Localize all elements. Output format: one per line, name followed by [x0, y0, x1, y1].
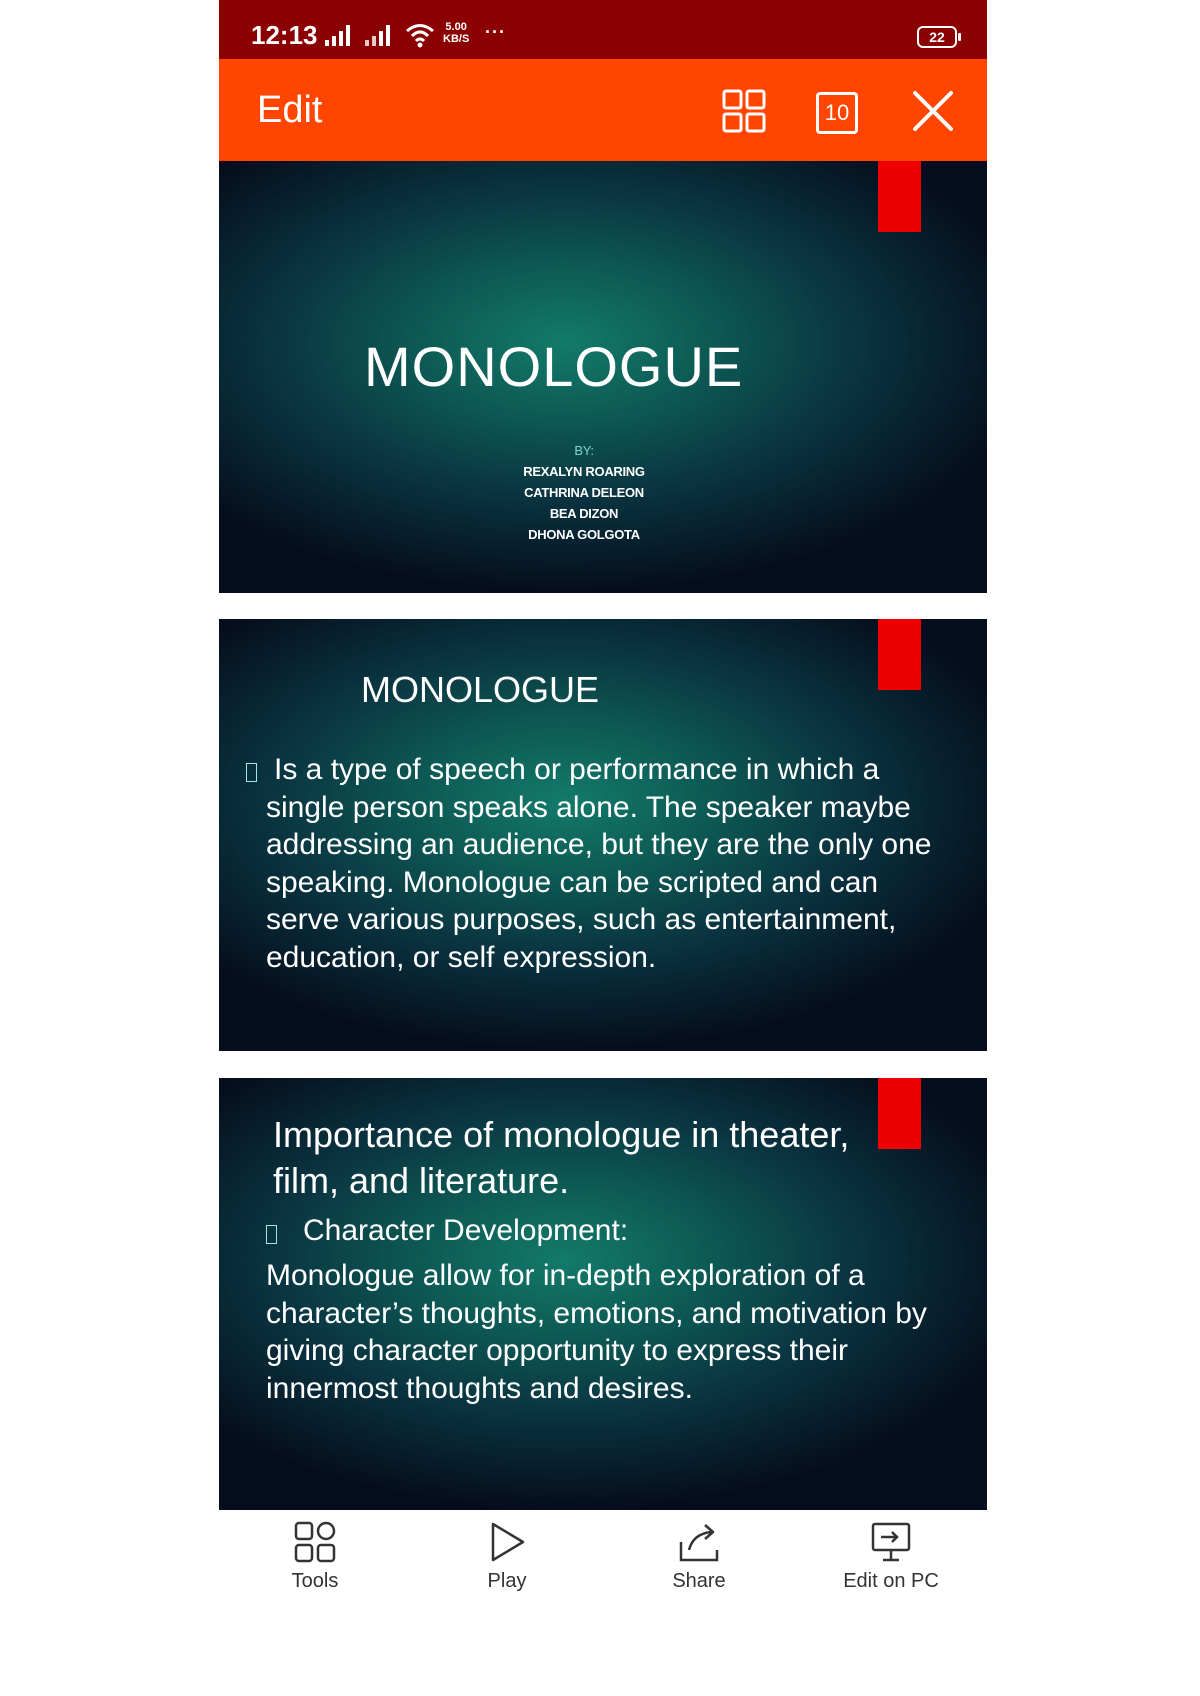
- slide-1-title: MONOLOGUE: [364, 335, 744, 398]
- wifi-icon: [405, 22, 435, 48]
- share-icon: [677, 1520, 721, 1564]
- share-label: Share: [672, 1570, 726, 1592]
- phone-screen: [219, 0, 987, 1696]
- slide-2-body: [266, 751, 956, 976]
- speed-unit: KB/S: [443, 33, 470, 45]
- tools-button[interactable]: [240, 1520, 390, 1593]
- grid-icon[interactable]: [722, 89, 766, 133]
- slide-accent-bar: [878, 619, 921, 690]
- edit-button[interactable]: Edit: [257, 89, 323, 131]
- close-icon[interactable]: [911, 89, 955, 133]
- slide-1-authors: [219, 440, 949, 545]
- status-bar: [219, 0, 987, 59]
- battery-level: 22: [929, 29, 945, 45]
- author-name: REXALYN ROARING: [523, 464, 645, 479]
- by-label: BY:: [574, 443, 594, 458]
- author-name: CATHRINA DELEON: [524, 485, 644, 500]
- speed-value: 5.00: [445, 21, 467, 33]
- bullet-icon: [246, 763, 257, 782]
- share-button[interactable]: [624, 1520, 774, 1593]
- slide-accent-bar: [878, 161, 921, 232]
- slide-count: 10: [824, 100, 850, 125]
- edit-on-pc-label: Edit on PC: [843, 1570, 939, 1592]
- slide-3-thumbnail[interactable]: [219, 1078, 987, 1510]
- battery-icon: [917, 26, 957, 48]
- play-label: Play: [487, 1570, 527, 1592]
- bottom-action-bar: [219, 1510, 987, 1620]
- slide-3-title: Importance of monologue in theater, film, and literature.: [273, 1114, 850, 1201]
- status-time: 12:13: [251, 20, 318, 50]
- signal-no-service-icon: [365, 24, 390, 46]
- edit-on-pc-button[interactable]: [816, 1520, 966, 1593]
- tools-icon: [293, 1520, 337, 1564]
- slide-2-bullet-text: Is a type of speech or performance in which a single person speaks alone. The speaker maybe addressing an audience, but they are the only one speaking. Monologue can be scripted and can serve various purposes, such as entertainment, education, or self expression.: [266, 753, 932, 974]
- monitor-icon: [869, 1520, 913, 1564]
- bullet-icon: [266, 1225, 277, 1244]
- slide-3-subheading: Character Development:: [303, 1214, 629, 1247]
- author-name: BEA DIZON: [549, 506, 619, 521]
- network-speed: [443, 21, 469, 45]
- app-toolbar: [219, 59, 987, 161]
- slide-1-thumbnail[interactable]: [219, 161, 987, 593]
- slide-2-thumbnail[interactable]: [219, 619, 987, 1051]
- slide-2-title: MONOLOGUE: [361, 669, 600, 710]
- signal-icon: [325, 24, 350, 46]
- author-name: DHONA GOLGOTA: [528, 527, 640, 542]
- tools-label: Tools: [291, 1570, 339, 1592]
- play-icon: [485, 1520, 529, 1564]
- more-notifications: ···: [485, 22, 506, 42]
- slide-count-button[interactable]: [816, 92, 858, 134]
- slide-accent-bar: [878, 1078, 921, 1149]
- slide-3-body: Monologue allow for in-depth exploration of a character’s thoughts, emotions, and motivation by giving character opportunity to express their innermost thoughts and desires.: [266, 1259, 927, 1405]
- play-button[interactable]: [432, 1520, 582, 1593]
